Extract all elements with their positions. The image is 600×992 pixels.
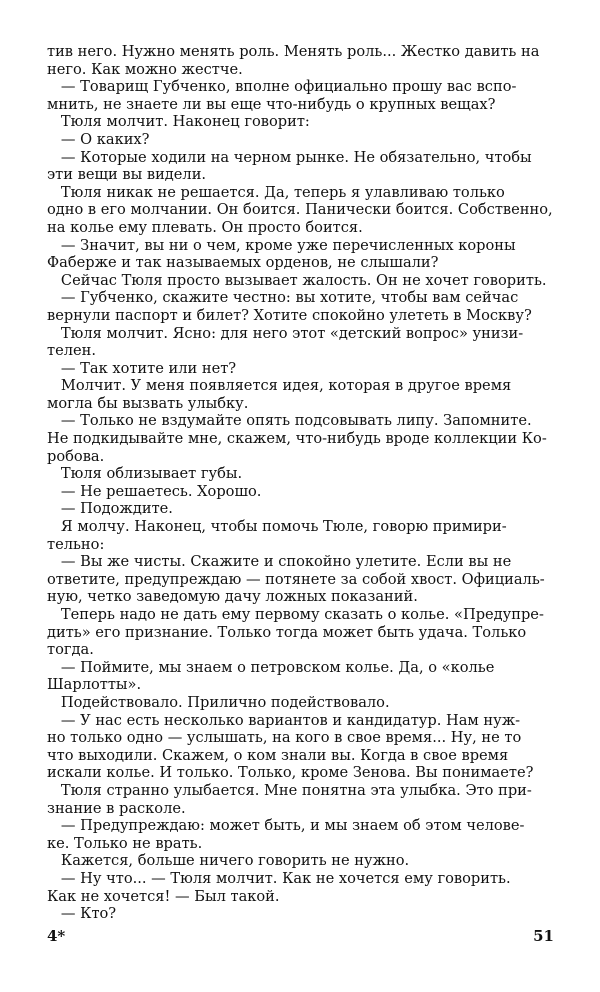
- text-line: робова.: [47, 447, 105, 465]
- text-line: Я молчу. Наконец, чтобы помочь Тюле, говорю примири-: [47, 518, 507, 536]
- text-line: ке. Только не врать.: [47, 834, 203, 852]
- text-line: него. Как можно жестче.: [47, 60, 243, 78]
- text-line: — Кто?: [47, 905, 117, 923]
- text-line: тив него. Нужно менять роль. Менять роль... Жестко давить на: [47, 43, 540, 60]
- text-line: но только одно — услышать, на кого в свое время... Ну, не то: [47, 729, 522, 747]
- text-line: — Которые ходили на черном рынке. Не обязательно, чтобы: [47, 148, 532, 166]
- text-line: тельно:: [47, 535, 105, 553]
- text-line: Тюля молчит. Ясно: для него этот «детский вопрос» унизи-: [47, 324, 524, 342]
- text-line: что выходили. Скажем, о ком знали вы. Когда в свое время: [47, 746, 509, 764]
- text-line: — Только не вздумайте опять подсовывать липу. Запомните.: [47, 412, 532, 430]
- text-line: мнить, не знаете ли вы еще что-нибудь о крупных вещах?: [47, 95, 496, 113]
- text-line: одно в его молчании. Он боится. Панически боится. Собственно,: [47, 201, 553, 219]
- text-line: Тюля никак не решается. Да, теперь я улавливаю только: [47, 183, 505, 201]
- text-line: Кажется, больше ничего говорить не нужно.: [47, 852, 410, 870]
- text-line: — Губченко, скажите честно: вы хотите, чтобы вам сейчас: [47, 289, 519, 307]
- page-footer: [47, 927, 557, 949]
- text-line: Теперь надо не дать ему первому сказать о колье. «Предупре-: [47, 606, 544, 623]
- text-line: Сейчас Тюля просто вызывает жалость. Он не хочет говорить.: [47, 271, 547, 289]
- text-line: дить» его признание. Только тогда может быть удача. Только: [47, 623, 527, 641]
- text-line: ную, четко заведомую дачу ложных показаний.: [47, 588, 418, 606]
- text-line: — У нас есть несколько вариантов и кандидатур. Нам нуж-: [47, 711, 521, 729]
- text-line: — О каких?: [47, 130, 150, 148]
- text-line: могла бы вызвать улыбку.: [47, 394, 249, 412]
- text-line: вернули паспорт и билет? Хотите спокойно улететь в Москву?: [47, 306, 532, 324]
- text-line: — Так хотите или нет?: [47, 359, 237, 377]
- body-text: [47, 43, 557, 923]
- text-line: искали колье. И только. Только, кроме Зенова. Вы понимаете?: [47, 764, 534, 782]
- text-line: Тюля странно улыбается. Мне понятна эта улыбка. Это при-: [47, 781, 532, 799]
- text-line: знание в расколе.: [47, 799, 186, 817]
- text-line: Тюля облизывает губы.: [47, 465, 243, 483]
- text-line: — Подождите.: [47, 500, 173, 518]
- text-line: Фаберже и так называемых орденов, не слышали?: [47, 254, 439, 272]
- text-line: — Ну что... — Тюля молчит. Как не хочется ему говорить.: [47, 869, 511, 887]
- text-line: — Вы же чисты. Скажите и спокойно улетите. Если вы не: [47, 553, 512, 571]
- text-line: — Не решаетесь. Хорошо.: [47, 482, 262, 500]
- text-line: Тюля молчит. Наконец говорит:: [47, 113, 310, 131]
- text-line: Шарлотты».: [47, 676, 142, 694]
- text-line: — Значит, вы ни о чем, кроме уже перечисленных короны: [47, 236, 516, 254]
- text-line: ответите, предупреждаю — потянете за собой хвост. Официаль-: [47, 570, 545, 588]
- text-line: — Предупреждаю: может быть, и мы знаем об этом челове-: [47, 817, 525, 835]
- text-line: эти вещи вы видели.: [47, 166, 207, 184]
- text-line: Подействовало. Прилично подействовало.: [47, 693, 390, 711]
- text-line: телен.: [47, 342, 96, 360]
- text-line: Не подкидывайте мне, скажем, что-нибудь вроде коллекции Ко-: [47, 430, 547, 448]
- text-line: на колье ему плевать. Он просто боится.: [47, 218, 363, 236]
- signature-mark: 4*: [47, 927, 66, 945]
- text-line: тогда.: [47, 641, 94, 659]
- text-line: — Поймите, мы знаем о петровском колье. Да, о «колье: [47, 658, 495, 676]
- text-line: — Товарищ Губченко, вполне официально прошу вас вспо-: [47, 78, 517, 96]
- text-line: Молчит. У меня появляется идея, которая в другое время: [47, 377, 512, 395]
- text-line: Как не хочется! — Был такой.: [47, 887, 280, 905]
- page-number: 51: [533, 927, 554, 945]
